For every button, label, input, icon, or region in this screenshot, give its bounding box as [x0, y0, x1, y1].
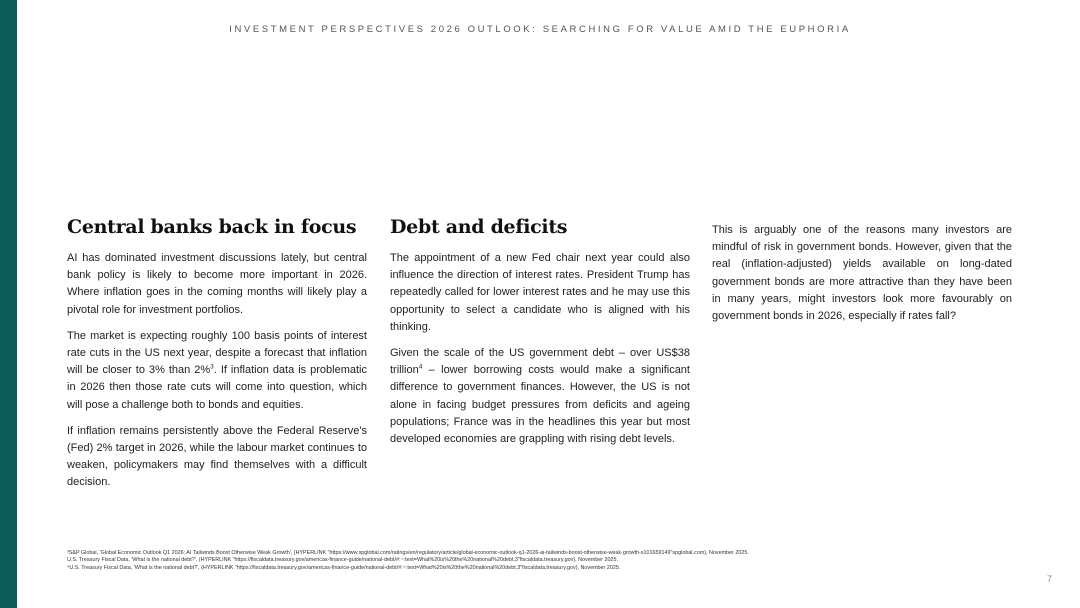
column-central-banks — [67, 216, 367, 501]
section-heading-central-banks: Central banks back in focus — [67, 216, 357, 238]
sidebar-accent-bar — [0, 0, 17, 608]
footnotes — [67, 550, 1027, 572]
footnote-3: ³S&P Global, 'Global Economic Outlook Q1 2026: AI Tailwinds Boost Otherwise Weak Growth', (HYPERLINK "https://www.spglobal.com/ratings/en/regulatory/article/global-economic-outlook-q1-2026-ai-tailwinds-boost-otherwise-weak-growth-s101659149"spglobal.com), November 2025. — [67, 550, 749, 556]
footnote-ref-3: 3 — [210, 363, 214, 371]
paragraph: This is arguably one of the reasons many investors are mindful of risk in government bonds. However, given that the real (inflation-adjusted) yields available on long-dated government bonds are more attractive than they have been in many years, might investors look more favourably on government bonds in 2026, especially if rates fall? — [712, 224, 1012, 323]
section-heading-debt-deficits: Debt and deficits — [390, 216, 568, 238]
paragraph: The appointment of a new Fed chair next year could also influence the direction of interest rates. President Trump has repeatedly called for lower interest rates and he may use this opportunity to select a candidate who is aligned with his thinking. — [390, 252, 690, 333]
paragraph: If inflation remains persistently above the Federal Reserve's (Fed) 2% target in 2026, while the labour market continues to weaken, policymakers may find themselves with a difficult decision. — [67, 424, 367, 489]
paragraph: AI has dominated investment discussions lately, but central bank policy is likely to become more important in 2026. Where inflation goes in the coming months will likely play a pivotal role for investment portfolios. — [67, 252, 367, 316]
column-continuation — [712, 222, 1012, 334]
footnote-ref-4: 4 — [418, 363, 423, 371]
column-debt-deficits — [390, 216, 690, 457]
page-number: 7 — [1046, 574, 1052, 584]
paragraph: Given the scale of the US government debt – over US$38 trillion$^4$ – lower borrowing costs would make a significant difference to government finances. However, the US is not alone in facing budget pressures from deficits and ageing populations; France was in the headlines this year but most developed economies are grappling with rising debt levels. — [390, 347, 690, 446]
footnote-3-cont: U.S. Treasury Fiscal Data, 'What is the national debt?', (HYPERLINK "https://fiscaldata.treasury.gov/americas-finance-guide/national-debt/#:~:text=What%20is%20the%20national%20debt,3"fiscaldata.treasury.gov), November 2025. — [67, 557, 619, 564]
footnote-4: ⁴U.S. Treasury Fiscal Data, 'What is the national debt?', (HYPERLINK "https://fiscaldata.treasury.gov/americas-finance-guide/national-debt/#:~:text=What%20is%20the%20national%20debt,3"fiscaldata.treasury.gov), November 2025. — [67, 564, 621, 571]
paragraph: The market is expecting roughly 100 basis points of interest rate cuts in the US next year, despite a forecast that inflation will be closer to 3% than 2%$^3$. If inflation data is problematic in 2026 then those rate cuts will come into question, which will pose a challenge both to bonds and equities. — [67, 329, 368, 411]
running-header: INVESTMENT PERSPECTIVES 2026 OUTLOOK: SEARCHING FOR VALUE AMID THE EUPHORIA — [229, 24, 851, 35]
